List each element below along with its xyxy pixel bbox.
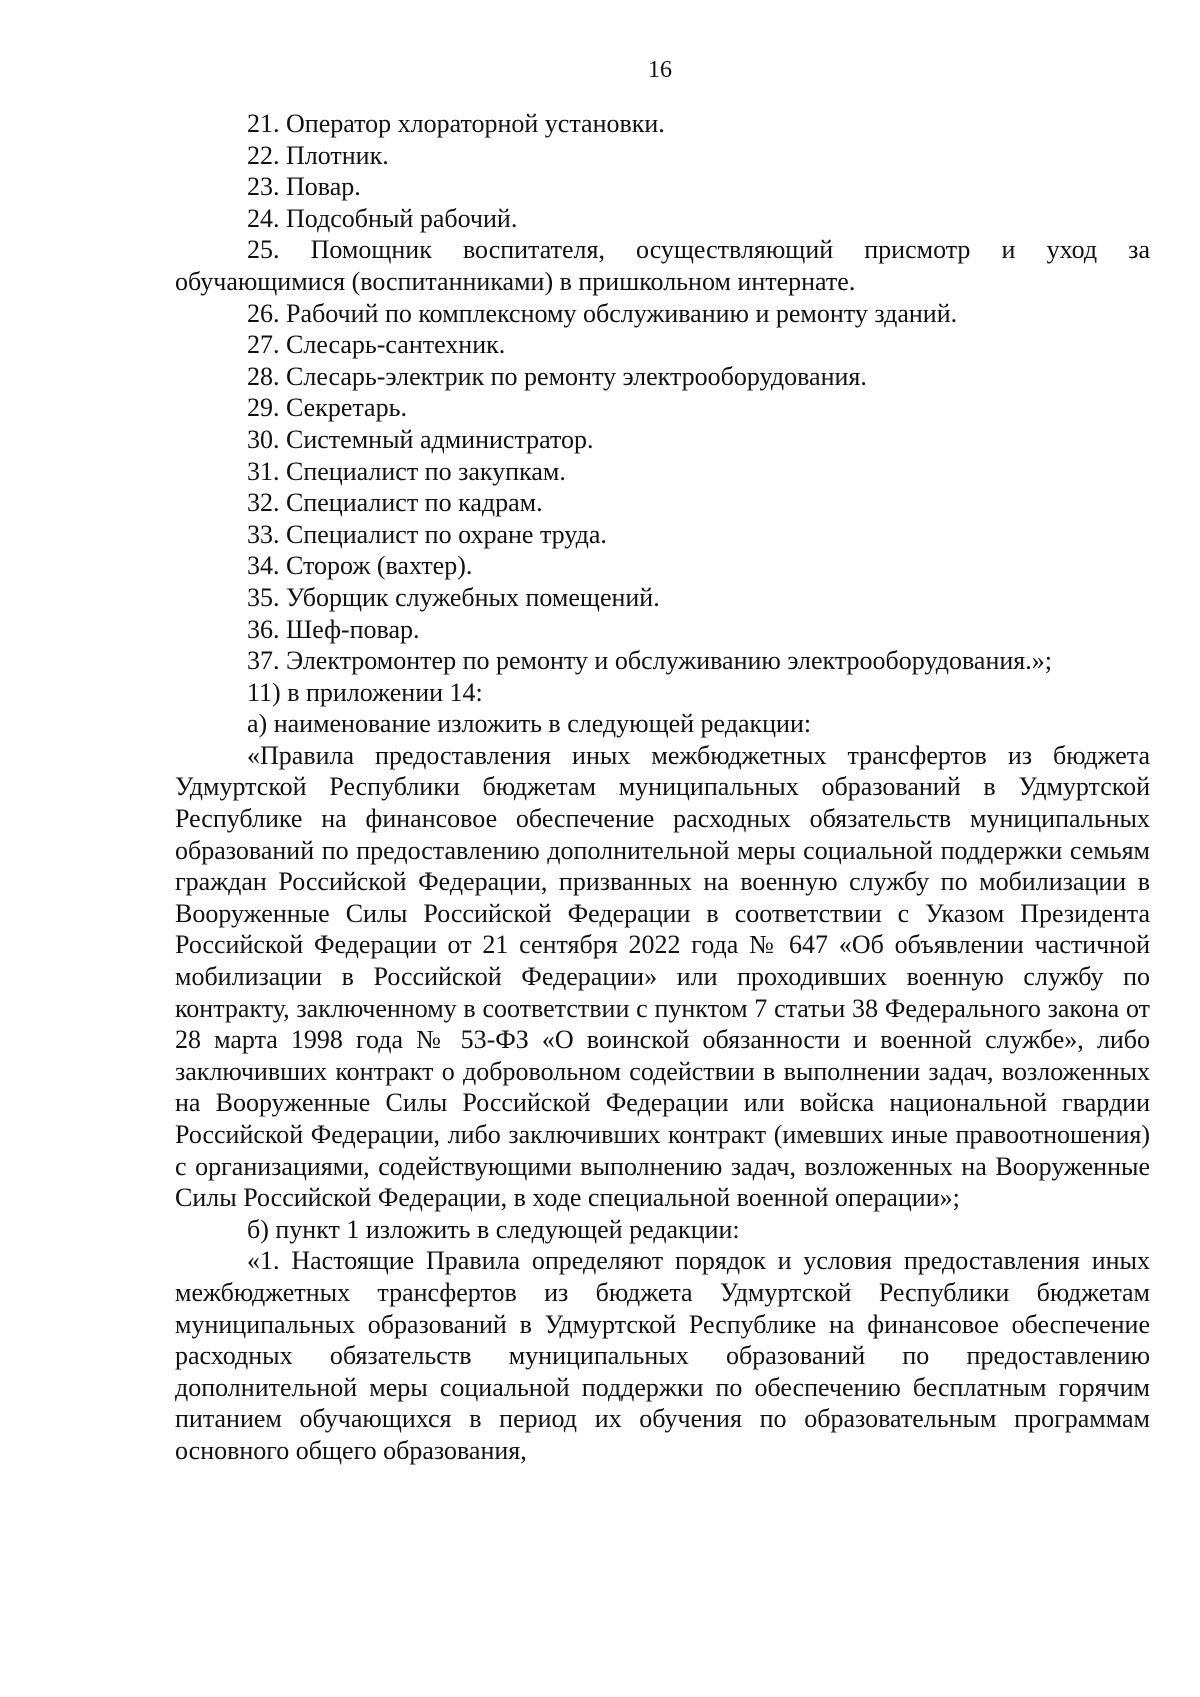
- list-item-36: 36. Шеф-повар.: [247, 614, 420, 644]
- document-body: [175, 108, 1150, 1467]
- amendment-subitem-b: б) пункт 1 изложить в следующей редакции:: [247, 1214, 740, 1244]
- amendment-item-11: 11) в приложении 14:: [247, 677, 483, 707]
- list-item-21: 21. Оператор хлораторной установки.: [247, 109, 665, 138]
- list-item-27: 27. Слесарь-сантехник.: [247, 330, 506, 360]
- rules-title-paragraph: «Правила предоставления иных межбюджетных трансфертов из бюджета Удмуртской Республики бюджетам муниципальных образований в Удмуртской Республике на финансовое обеспечение расходных обязательств муниципальных образований по предоставлению дополнительной меры социальной поддержки семьям граждан Российской Федерации, призванных на военную службу по мобилизации в Вооруженные Силы Российской Федерации в соответствии с Указом Президента Российской Федерации от 21 сентября 2022 года № 647 «Об объявлении частичной мобилизации в Российской Федерации» или проходивших военную службу по контракту, заключенному в соответствии с пунктом 7 статьи 38 Федерального закона от 28 марта 1998 года № 53-ФЗ «О воинской обязанности и военной службе», либо заключивших контракт о добровольном содействии в выполнении задач, возложенных на Вооруженные Силы Российской Федерации или войска национальной гвардии Российской Федерации, либо заключивших контракт (имевших иные правоотношения) с организациями, содействующими выполнению задач, возложенных на Вооруженные Силы Российской Федерации, в ходе специальной военной операции»;: [175, 740, 1150, 1213]
- list-item-30: 30. Системный администратор.: [247, 424, 594, 454]
- list-item-32: 32. Специалист по кадрам.: [247, 488, 543, 518]
- rules-point-1-paragraph: «1. Настоящие Правила определяют порядок и условия предоставления иных межбюджетных трансфертов из бюджета Удмуртской Республики бюджетам муниципальных образований в Удмуртской Республике на финансовое обеспечение расходных обязательств муниципальных образований по предоставлению дополнительной меры социальной поддержки по обеспечению бесплатным горячим питанием обучающихся в период их обучения по образовательным программам основного общего образования,: [175, 1246, 1150, 1465]
- list-item-28: 28. Слесарь-электрик по ремонту электрооборудования.: [247, 361, 867, 391]
- list-item-37: 37. Электромонтер по ремонту и обслуживанию электрооборудования.»;: [247, 646, 1052, 676]
- list-item-34: 34. Сторож (вахтер).: [247, 551, 473, 581]
- list-item-22: 22. Плотник.: [247, 140, 389, 170]
- list-item-23: 23. Повар.: [247, 172, 361, 202]
- list-item-31: 31. Специалист по закупкам.: [247, 456, 566, 486]
- page-number: 16: [648, 57, 672, 83]
- list-item-25: 25. Помощник воспитателя, осуществляющий присмотр и уход за обучающимися (воспитанниками) в пришкольном интернате.: [175, 235, 1150, 296]
- list-item-29: 29. Секретарь.: [247, 393, 407, 423]
- list-item-33: 33. Специалист по охране труда.: [247, 519, 607, 549]
- amendment-subitem-a: а) наименование изложить в следующей редакции:: [247, 709, 812, 739]
- list-item-24: 24. Подсобный рабочий.: [247, 203, 518, 233]
- list-item-35: 35. Уборщик служебных помещений.: [247, 582, 660, 612]
- list-item-26: 26. Рабочий по комплексному обслуживанию и ремонту зданий.: [247, 298, 958, 328]
